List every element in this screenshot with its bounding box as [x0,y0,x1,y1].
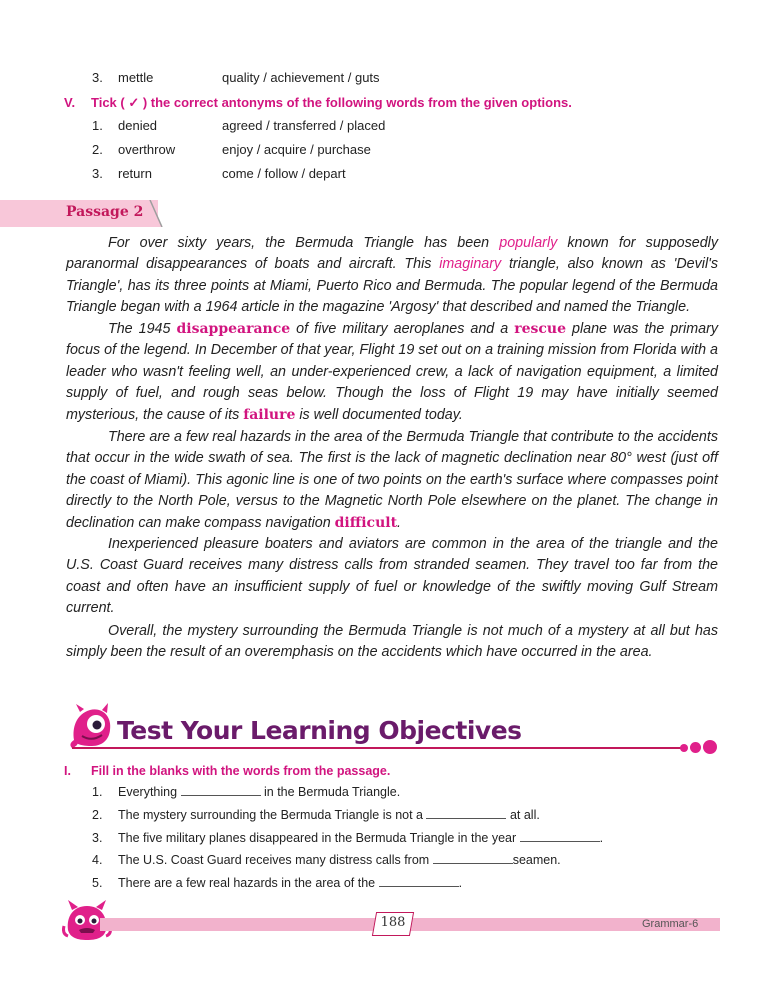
item-options: enjoy / acquire / purchase [222,142,371,157]
blank-field[interactable] [379,876,459,887]
highlight-word: rescue [514,321,567,337]
blank-field[interactable] [426,808,506,819]
highlight-word: difficult [334,514,398,531]
item-number: 5. [92,876,103,890]
section-instruction: Fill in the blanks with the words from the passage. [91,764,391,778]
list-item [0,876,783,892]
item-text: There are a few real hazards in the area of the . [118,876,463,890]
passage-tab-edge [146,200,164,227]
item-text: The U.S. Coast Guard receives many distress calls from seamen. [118,853,561,867]
item-number: 2. [92,808,103,822]
section-v-heading [64,95,764,111]
section-numeral: I. [64,764,71,778]
item-number: 1. [92,118,103,133]
book-title: Grammar-6 [642,918,699,930]
list-item [0,853,783,869]
item-word: return [118,166,152,181]
passage-paragraph: There are a few real hazards in the area of the Bermuda Triangle that contribute to the accidents that occur in the wide swath of sea. The first is the lack of magnetic declination near 80° west (just off the coast of Miami). This agonic line is one of two points on the earth's surface where compasses point directly to the North Pole, versus to the Magnetic North Pole elsewhere on the planet. The change in declination can make compass navigation difficult. [66,429,718,531]
passage-paragraph: Inexperienced pleasure boaters and aviators are common in the area of the triangle and the U.S. Coast Guard receives many distress calls from stranded seamen. They travel too far from the coast and often have an insufficient supply of fuel or knowledge of the swiftly moving Gulf Stream current. [66,536,718,617]
item-text: The mystery surrounding the Bermuda Triangle is not a at all. [118,808,540,822]
monster-mascot-icon [66,700,118,752]
list-item [0,166,783,182]
section-instruction: Tick ( ✓ ) the correct antonyms of the following words from the given options. [91,95,572,110]
item-options: agreed / transferred / placed [222,118,386,133]
item-text: Everything in the Bermuda Triangle. [118,785,401,799]
list-item [0,831,783,847]
decor-dot [680,744,688,752]
item-options: quality / achievement / guts [222,70,380,85]
passage-paragraph: For over sixty years, the Bermuda Triangle has been popularly known for supposedly paranormal disappearances of boats and aircraft. This imaginary triangle, also known as 'Devil's Triangle', has its three points at Miami, Puerto Rico and Bermuda. The popular legend of the Bermuda Triangle began with a 1964 article in the magazine 'Argosy' that described and named the Triangle. [66,235,718,316]
highlight-word: imaginary [439,256,502,273]
highlight-word: disappearance [176,321,291,337]
passage-paragraph: The 1945 disappearance of five military aeroplanes and a rescue plane was the primary focus of the legend. In December of that year, Flight 19 set out on a training mission from Florida with a leader who wasn't feeling well, an under-experienced crew, a lack of navigation equipment, a limited supply of fuel, and rough seas below. Though the loss of Flight 19 may have initially seemed mysterious, the cause of its failure is well documented today. [66,321,718,423]
item-word: overthrow [118,142,176,157]
section-numeral: V. [64,95,76,110]
item-number: 2. [92,142,103,157]
section-title: Test Your Learning Objectives [117,716,522,745]
item-text: The five military planes disappeared in the Bermuda Triangle in the year . [118,831,604,845]
list-item [0,785,783,801]
section-i-heading [64,764,764,780]
highlight-word: popularly [499,235,558,251]
item-number: 3. [92,831,103,845]
blank-field[interactable] [181,785,261,796]
item-word: denied [118,118,158,133]
highlight-word: failure [243,406,296,423]
list-item [0,142,783,158]
item-word: mettle [118,70,154,85]
list-item [0,808,783,824]
decor-dot [690,742,701,753]
decor-dot [703,740,717,754]
blank-field[interactable] [520,831,600,842]
item-number: 3. [92,70,103,85]
item-number: 1. [92,785,103,799]
divider [72,747,682,749]
blank-field[interactable] [433,853,513,864]
item-number: 4. [92,853,103,867]
passage-label: Passage 2 [66,204,144,220]
list-item [0,118,783,134]
list-item [0,70,783,86]
page-number: 188 [380,915,406,930]
item-options: come / follow / depart [222,166,346,181]
passage-paragraph: Overall, the mystery surrounding the Bermuda Triangle is not much of a mystery at all but has simply been the result of an overemphasis on the accidents which have occurred in the area. [66,623,718,661]
item-number: 3. [92,166,103,181]
